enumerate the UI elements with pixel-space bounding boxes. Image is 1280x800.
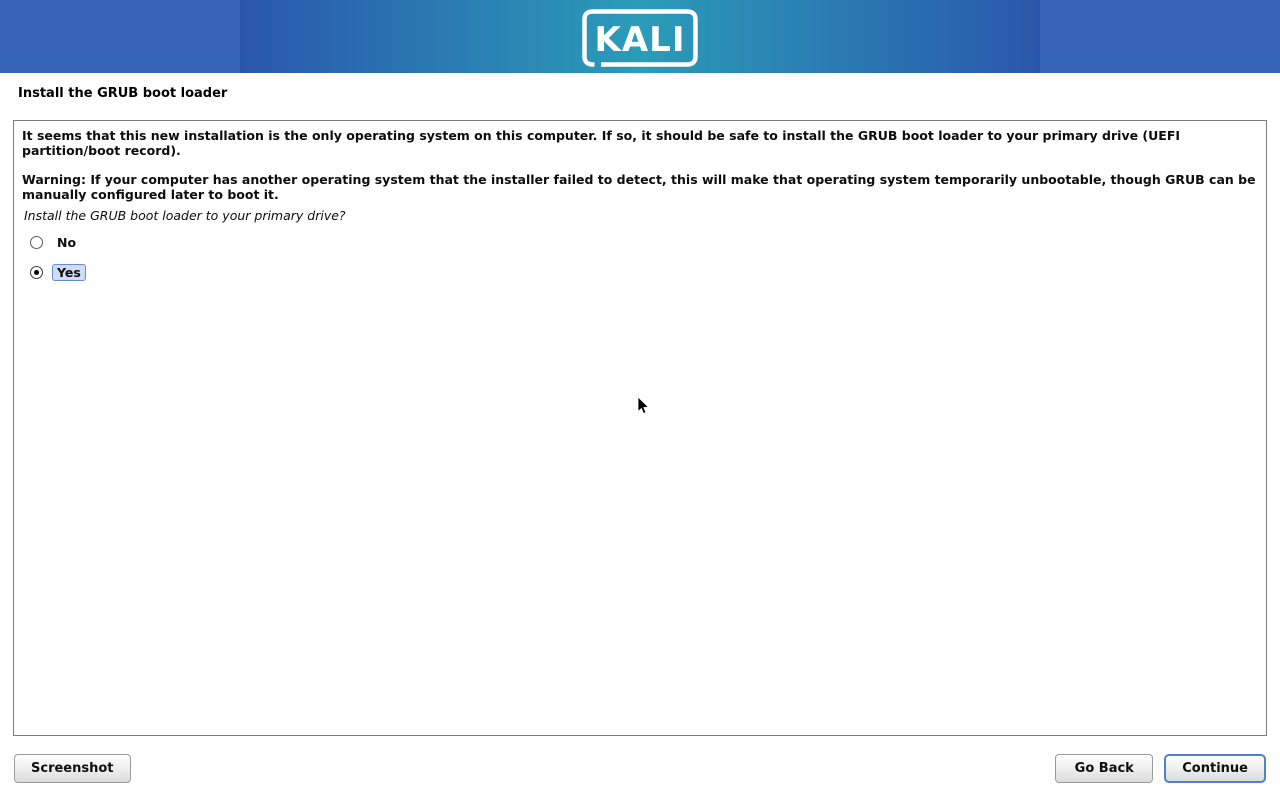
continue-button[interactable]: Continue: [1164, 754, 1266, 783]
question-text: Install the GRUB boot loader to your primary drive?: [24, 208, 346, 223]
radio-option-yes-label[interactable]: Yes: [52, 264, 86, 281]
footer-bar: [0, 736, 1280, 800]
radio-option-no[interactable]: [22, 234, 1258, 251]
radio-button-yes-icon[interactable]: [30, 266, 43, 279]
radio-group: [22, 234, 1258, 281]
intro-paragraph: It seems that this new installation is the only operating system on this computer. If so, it should be safe to install the GRUB boot loader to your primary drive (UEFI partition/boot record).: [22, 128, 1181, 158]
content-box: [13, 120, 1267, 736]
installer-banner: [0, 0, 1280, 73]
radio-button-no-icon[interactable]: [30, 236, 43, 249]
radio-option-yes[interactable]: [22, 264, 1258, 281]
screenshot-button[interactable]: Screenshot: [14, 754, 131, 783]
go-back-button[interactable]: Go Back: [1055, 754, 1153, 783]
footer-nav-buttons: [1055, 754, 1266, 783]
warning-paragraph: Warning: If your computer has another operating system that the installer failed to detect, this will make that operating system temporarily unbootable, though GRUB can be manually configured later to boot it.: [22, 172, 1256, 202]
kali-logo-text: KALI: [594, 20, 686, 60]
page-title: Install the GRUB boot loader: [18, 86, 228, 101]
radio-option-no-label[interactable]: No: [57, 235, 77, 250]
kali-logo: [580, 9, 700, 71]
